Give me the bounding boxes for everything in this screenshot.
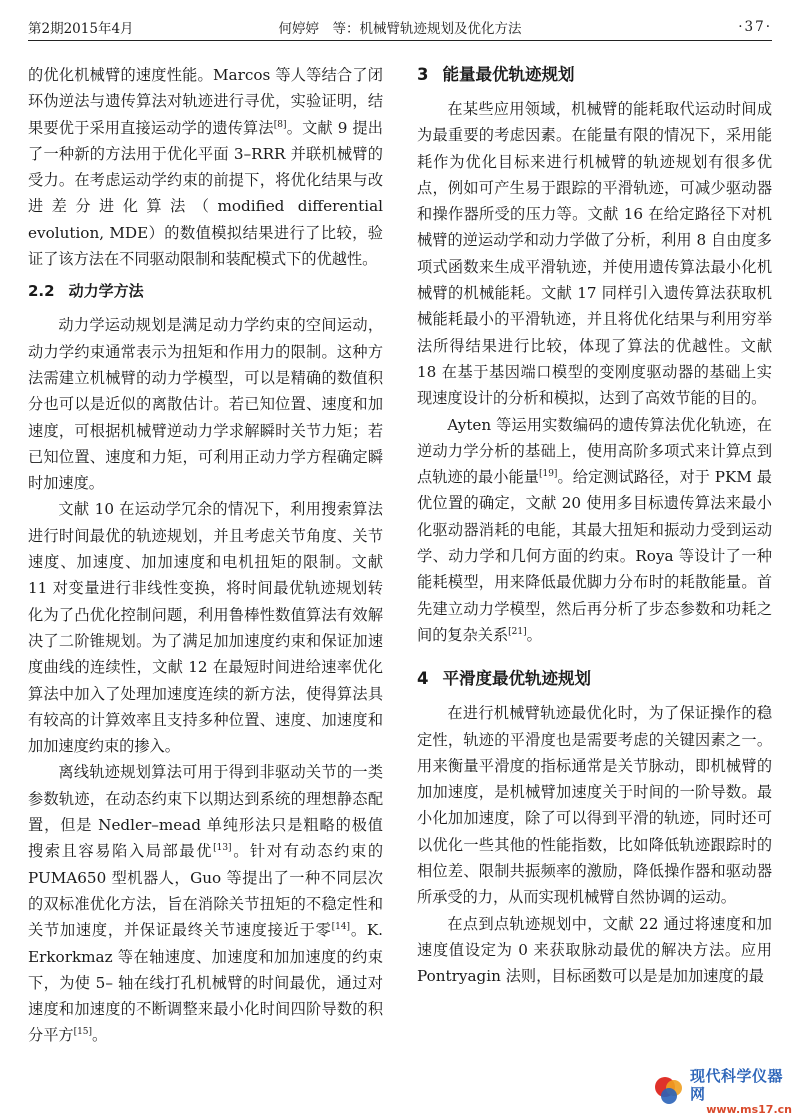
citation[interactable]: [15] bbox=[73, 1027, 93, 1038]
section-number: 3 bbox=[417, 65, 429, 84]
paragraph: 的优化机械臂的速度性能。Marcos 等人等结合了闭环伪逆法与遗传算法对轨迹进行寻优，实验证明，结果要优于采用直接运动学的遗传算法[8]。文献 9 提出了一种新的方法用于优化平面 3–RRR 并联机械臂的受力。在考虑运动学约束的前提下，将优化结果与改进差分进化算法（modified differential evolution, MDE）的数值模拟结果进行了比较，验证了该方法在不同驱动限制和装配模式下的优越性。 bbox=[28, 66, 383, 269]
section-number: 4 bbox=[417, 669, 429, 689]
watermark-logo-icon bbox=[652, 1074, 686, 1108]
citation[interactable]: [21] bbox=[508, 626, 527, 637]
article-running-title: 何婷婷 等：机械臂轨迹规划及优化方法 bbox=[278, 21, 522, 37]
citation[interactable]: [14] bbox=[331, 922, 351, 933]
section-heading-2-2 bbox=[28, 278, 383, 304]
citation[interactable]: [19] bbox=[538, 469, 558, 480]
paragraph: 在点到点轨迹规划中，文献 22 通过将速度和加速度值设定为 0 来获取脉动最优的解决方法。应用 Pontryagin 法则，目标函数可以是是加加速度的最 bbox=[417, 914, 772, 986]
paragraph: 动力学运动规划是满足动力学约束的空间运动，动力学约束通常表示为扭矩和作用力的限制。这种方法需建立机械臂的动力学模型，可以是精确的数值积分也可以是近似的离散估计。若已知位置、速度和加速度，可根据机械臂逆动力学求解瞬时关节力矩；若已知位置、速度和力矩，可利用正动力学方程确定瞬时加速度。 bbox=[28, 316, 383, 493]
left-column bbox=[28, 62, 383, 1049]
citation[interactable]: [13] bbox=[213, 843, 232, 854]
section-heading-3 bbox=[417, 62, 772, 88]
right-column bbox=[417, 62, 772, 990]
paragraph: 文献 10 在运动学冗余的情况下，利用搜索算法进行时间最优的轨迹规划，并且考虑关节角度、关节速度、加速度、加加速度和电机扭矩的限制。文献 11 对变量进行非线性变换，将时间最优轨迹规划转化为了凸优化控制问题，利用鲁棒性数值算法有效解决了二阶锥规划。为了满足加加速度约束和保证加速度曲线的连续性，文献 12 在最短时间进给速率优化算法中加入了处理加速度连续的新方法，使得算法具有较高的计算效率且支持多种位置、速度、加速度和加加速度约束的掺入。 bbox=[28, 500, 383, 756]
running-header bbox=[28, 14, 772, 41]
section-heading-4 bbox=[417, 666, 772, 692]
page-number: ·37· bbox=[738, 19, 772, 35]
section-title: 动力学方法 bbox=[68, 282, 144, 301]
watermark-url: www.ms17.cn bbox=[706, 1102, 792, 1116]
section-title: 平滑度最优轨迹规划 bbox=[442, 669, 591, 689]
watermark bbox=[652, 1066, 792, 1116]
paragraph: 在某些应用领域，机械臂的能耗取代运动时间成为最重要的考虑因素。在能量有限的情况下，采用能耗作为优化目标来进行机械臂的轨迹规划有很多优点，例如可产生易于跟踪的平滑轨迹，可减少驱动器和操作器所受的压力等。文献 16 在给定路径下对机械臂的逆运动学和动力学做了分析，利用 8 自由度多项式函数来生成平滑轨迹，并使用遗传算法最小化机械臂的机械能耗。文献 17 同样引入遗传算法获取机械能耗最小的平滑轨迹，并且将优化结果与利用穷举法所得结果进行比较，体现了算法的优越性。文献 18 在基于基因端口模型的变刚度驱动器的基础上实现速度设计的分析和模拟，达到了高效节能的目的。 bbox=[417, 100, 772, 408]
section-number: 2.2 bbox=[28, 282, 55, 301]
watermark-title: 现代科学仪器网 bbox=[690, 1066, 784, 1103]
section-title: 能量最优轨迹规划 bbox=[442, 65, 575, 84]
paragraph: Ayten 等运用实数编码的遗传算法优化轨迹，在逆动力学分析的基础上，使用高阶多项式来计算点到点轨迹的最小能量[19]。给定测试路径，对于 PKM 最优位置的确定，文献 20 使用多目标遗传算法来最小化驱动器消耗的电能，其最大扭矩和振动力受到运动学、动力学和几何方面的约束。Roya 等设计了一种能耗模型，用来降低最优脚力分布时的耗散能量。首先建立动力学模型，然后再分析了步态参数和功耗之间的复杂关系[21]。 bbox=[417, 415, 772, 644]
paragraph: 离线轨迹规划算法可用于得到非驱动关节的一类参数轨迹，在动态约束下以期达到系统的理想静态配置，但是 Nedler–mead 单纯形法只是粗略的极值搜索且容易陷入局部最优[13]。针对有动态约束的 PUMA650 型机器人，Guo 等提出了一种不同层次的双标准优化方法，旨在消除关节扭矩的不稳定性和关节加速度，并保证最终关节速度接近于零[14]。K. Erkorkmaz 等在轴速度、加速度和加加速度的约束下，为使 5– 轴在线打孔机械臂的时间最优，通过对速度和加速度的不断调整来最小化时间四阶导数的积分平方[15]。 bbox=[28, 763, 384, 1045]
issue-date: 第2期2015年4月 bbox=[28, 21, 134, 37]
paragraph: 在进行机械臂轨迹最优化时，为了保证操作的稳定性，轨迹的平滑度也是需要考虑的关键因素之一。用来衡量平滑度的指标通常是关节脉动，即机械臂的加加速度，是机械臂加速度关于时间的一阶导数。最小化加加速度，除了可以得到平滑的轨迹，同时还可以优化一些其他的性能指数，比如降低轨迹跟踪时的相位差、限制共振频率的激励，降低操作器和驱动器所承受的力，从而实现机械臂自然协调的运动。 bbox=[417, 704, 772, 907]
citation[interactable]: [8] bbox=[273, 119, 287, 130]
